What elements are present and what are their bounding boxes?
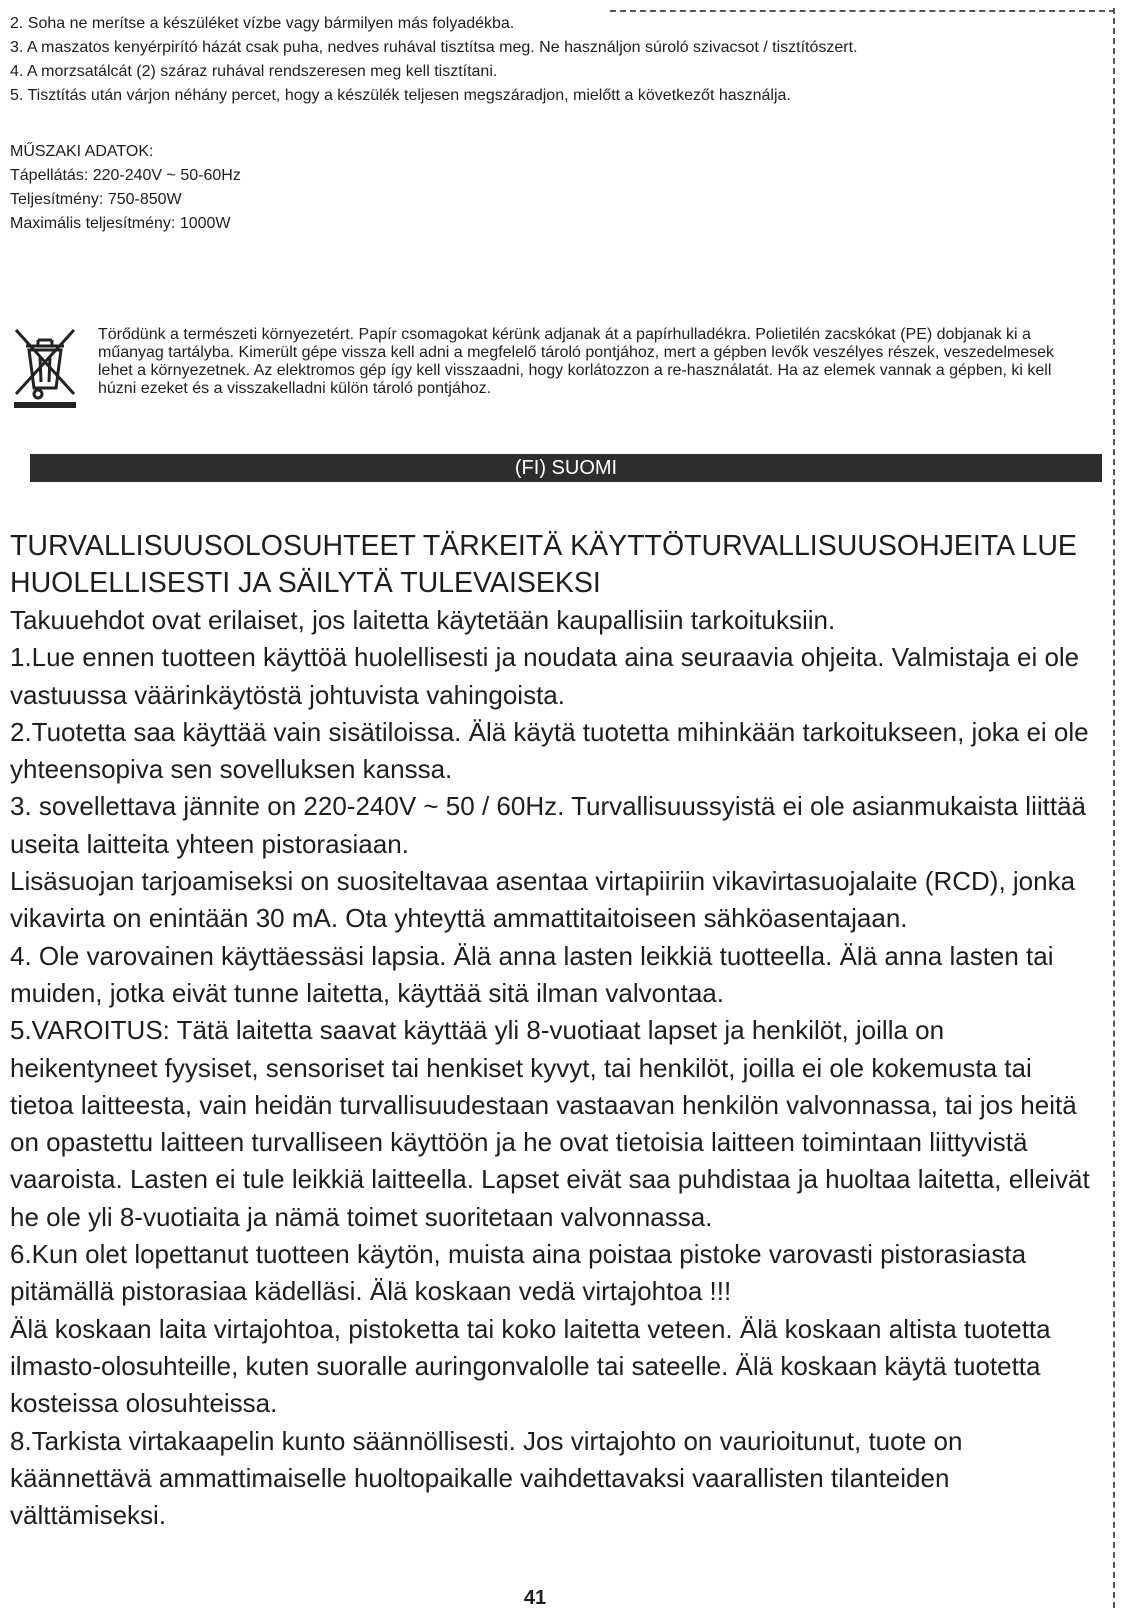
fi-paragraph: 5.VAROITUS: Tätä laitetta saavat käyttää yli 8-vuotiaat lapset ja henkilöt, joilla on heikentyneet fyysiset, sensoriset tai henkiset kyvyt, tai henkilöt, joilla ei ole kokemusta tai tietoa laitteesta, vain heidän turvallisuudestaan vastaavan henkilön valvonnassa, tai jos heitä on opastettu laitteen turvalliseen käyttöön ja he ovat tietoisia laitteen toimintaan liittyvistä vaaroista. Lasten ei tule leikkiä laitteella. Lapset eivät saa puhdistaa ja huoltaa laitetta, elleivät he ole yli 8-vuotiaita ja nämä toimet suoritetaan valvonnassa. <box>10 1015 1090 1232</box>
fi-paragraph: 6.Kun olet lopettanut tuotteen käytön, muista aina poistaa pistoke varovasti pistorasiasta pitämällä pistorasiaa kädelläsi. Älä koskaan vedä virtajohtoa !!! <box>10 1239 1027 1307</box>
fi-paragraph: 4. Ole varovainen käyttäessäsi lapsia. Älä anna lasten leikkiä tuotteella. Älä anna lasten tai muiden, jotka eivät tunne laitetta, käyttää sitä ilman valvontaa. <box>10 940 1054 1008</box>
specs-line: Tápellátás: 220-240V ~ 50-60Hz <box>10 167 241 184</box>
fi-paragraph: 8.Tarkista virtakaapelin kunto säännöllisesti. Jos virtajohto on vaurioitunut, tuote on käännettävä ammattimaiselle huoltopaikalle vaihdettavaksi vaarallisten tilanteiden välttämiseksi. <box>10 1425 963 1531</box>
fi-safety-instructions <box>10 602 1090 1534</box>
cut-line-right <box>1113 8 1115 1608</box>
hu-cleaning-item: 4. A morzsatálcát (2) száraz ruhával rendszeresen meg kell tisztítani. <box>10 63 498 80</box>
fi-paragraph: 2.Tuotetta saa käyttää vain sisätiloissa. Älä käytä tuotetta mihinkään tarkoitukseen, joka ei ole yhteensopiva sen sovelluksen kanssa. <box>10 716 1089 785</box>
hu-cleaning-item: 2. Soha ne merítse a készüléket vízbe vagy bármilyen más folyadékba. <box>10 15 515 32</box>
weee-text: Törődünk a természeti környezetért. Papír csomagokat kérünk adjanak át a papírhulladékra. Polietilén zacskókat (PE) dobjanak ki a műanyag tartályba. Kimerült gépe vissza kell adni a megfelelő tároló pontjához, mert a gépben levők veszélyes részek, veszedelmesek lehet a környezetnek. Az elektromos gép így kell visszaadni, hogy korlátozzon a re-használatát. Ha az elemek vannak a gépben, ki kell húzni ezeket és a visszakelladni külön tároló pontjához. <box>98 326 1055 397</box>
fi-section-title <box>10 528 1077 602</box>
fi-paragraph: Takuuehdot ovat erilaiset, jos laitetta käytetään kaupallisiin tarkoituksiin. <box>10 605 836 635</box>
hu-cleaning-item: 5. Tisztítás után várjon néhány percet, hogy a készülék teljesen megszáradjon, mielőtt a következőt használja. <box>10 87 791 104</box>
fi-paragraph: Lisäsuojan tarjoamiseksi on suositeltavaa asentaa virtapiiriin vikavirtasuojalaite (RCD), jonka vikavirta on enintään 30 mA. Ota yhteyttä ammattitaitoiseen sähköasentajaan. <box>10 866 1076 934</box>
crossed-out-wheelie-bin-icon <box>10 326 80 416</box>
hu-cleaning-list <box>10 12 858 108</box>
hu-cleaning-item: 3. A maszatos kenyérpirító házát csak puha, nedves ruhával tisztítsa meg. Ne használjon súroló szivacsot / tisztítószert. <box>10 39 858 56</box>
fi-title-line: TURVALLISUUSOLOSUHTEET TÄRKEITÄ KÄYTTÖTURVALLISUUSOHJEITA LUE <box>10 530 1077 562</box>
specs-line: Maximális teljesítmény: 1000W <box>10 215 231 232</box>
fi-title-line: HUOLELLISESTI JA SÄILYTÄ TULEVAISEKSI <box>10 567 601 599</box>
page-number: 41 <box>523 1587 547 1609</box>
specs-line: Teljesítmény: 750-850W <box>10 191 182 208</box>
specs-heading: MŰSZAKI ADATOK: <box>10 143 154 160</box>
technical-specs <box>10 140 241 236</box>
fi-paragraph: 3. sovellettava jännite on 220-240V ~ 50 / 60Hz. Turvallisuussyistä ei ole asianmukaista liittää useita laitteita yhteen pistorasiaan. <box>10 791 1086 859</box>
fi-paragraph: Älä koskaan laita virtajohtoa, pistoketta tai koko laitetta veteen. Älä koskaan altista tuotetta ilmasto-olosuhteille, kuten suoralle auringonvalolle tai sateelle. Älä koskaan käytä tuotetta kosteissa olosuhteissa. <box>10 1313 1051 1419</box>
section-banner-fi: (FI) SUOMI <box>30 454 1102 482</box>
fi-paragraph: 1.Lue ennen tuotteen käyttöä huolellisesti ja noudata aina seuraavia ohjeita. Valmistaja ei ole vastuussa väärinkäytöstä johtuvista vahingoista. <box>10 642 1080 710</box>
weee-notice <box>10 326 1100 426</box>
